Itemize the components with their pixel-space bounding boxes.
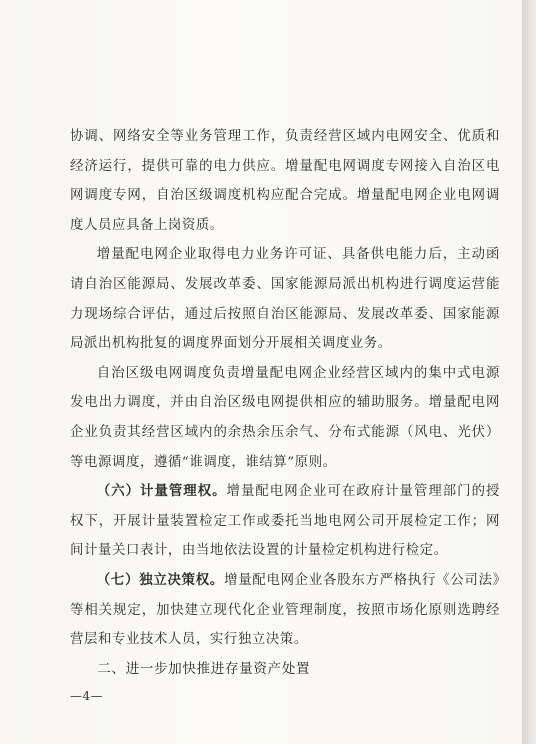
paragraph-dispatch-duties — [70, 122, 500, 240]
paragraph-metering-rights — [70, 477, 500, 566]
document-body — [70, 122, 500, 684]
paragraph-text: 增量配电网企业各股东方严格执行《公司法》等相关规定，加快建立现代化企业管理制度，按照市场化原则选聘经营层和专业技术人员，实行独立决策。 — [70, 572, 500, 648]
paragraph-text: 增量配电网企业可在政府计量管理部门的授权下，开展计量装置检定工作或委托当地电网公司开展检定工作；网间计量关口表计，由当地依法设置的计量检定机构进行检定。 — [70, 484, 500, 559]
paragraph-dispatch-scope — [70, 359, 500, 477]
paragraph-text: 增量配电网企业取得电力业务许可证、具备供电能力后，主动函请自治区能源局、发展改革委、国家能源局派出机构进行调度运营能力现场综合评估，通过后按照自治区能源局、发展改革委、国家能源局派出机构批复的调度界面划分开展相关调度业务。 — [70, 247, 500, 352]
paragraph-dispatch-assessment — [70, 240, 500, 358]
paragraph-lead: （七）独立决策权。 — [96, 572, 225, 588]
section-heading: 二、进一步加快推进存量资产处置 — [97, 660, 311, 677]
paragraph-independent-decision — [70, 566, 500, 655]
page-number: —4— — [70, 689, 104, 703]
paragraph-text: 自治区级电网调度负责增量配电网企业经营区域内的集中式电源发电出力调度，并由自治区级电网提供相应的辅助服务。增量配电网企业负责其经营区域内的余热余压余气、分布式能源（风电、光伏）等电源调度，遵循“谁调度，谁结算”原则。 — [70, 365, 500, 470]
paragraph-lead: （六）计量管理权。 — [96, 484, 227, 500]
page-edge-shadow — [522, 0, 536, 744]
paragraph-text: 协调、网络安全等业务管理工作，负责经营区域内电网安全、优质和经济运行，提供可靠的电力供应。增量配电网调度专网接入自治区电网调度专网，自治区级调度机构应配合完成。增量配电网企业电网调度人员应具备上岗资质。 — [70, 129, 500, 233]
